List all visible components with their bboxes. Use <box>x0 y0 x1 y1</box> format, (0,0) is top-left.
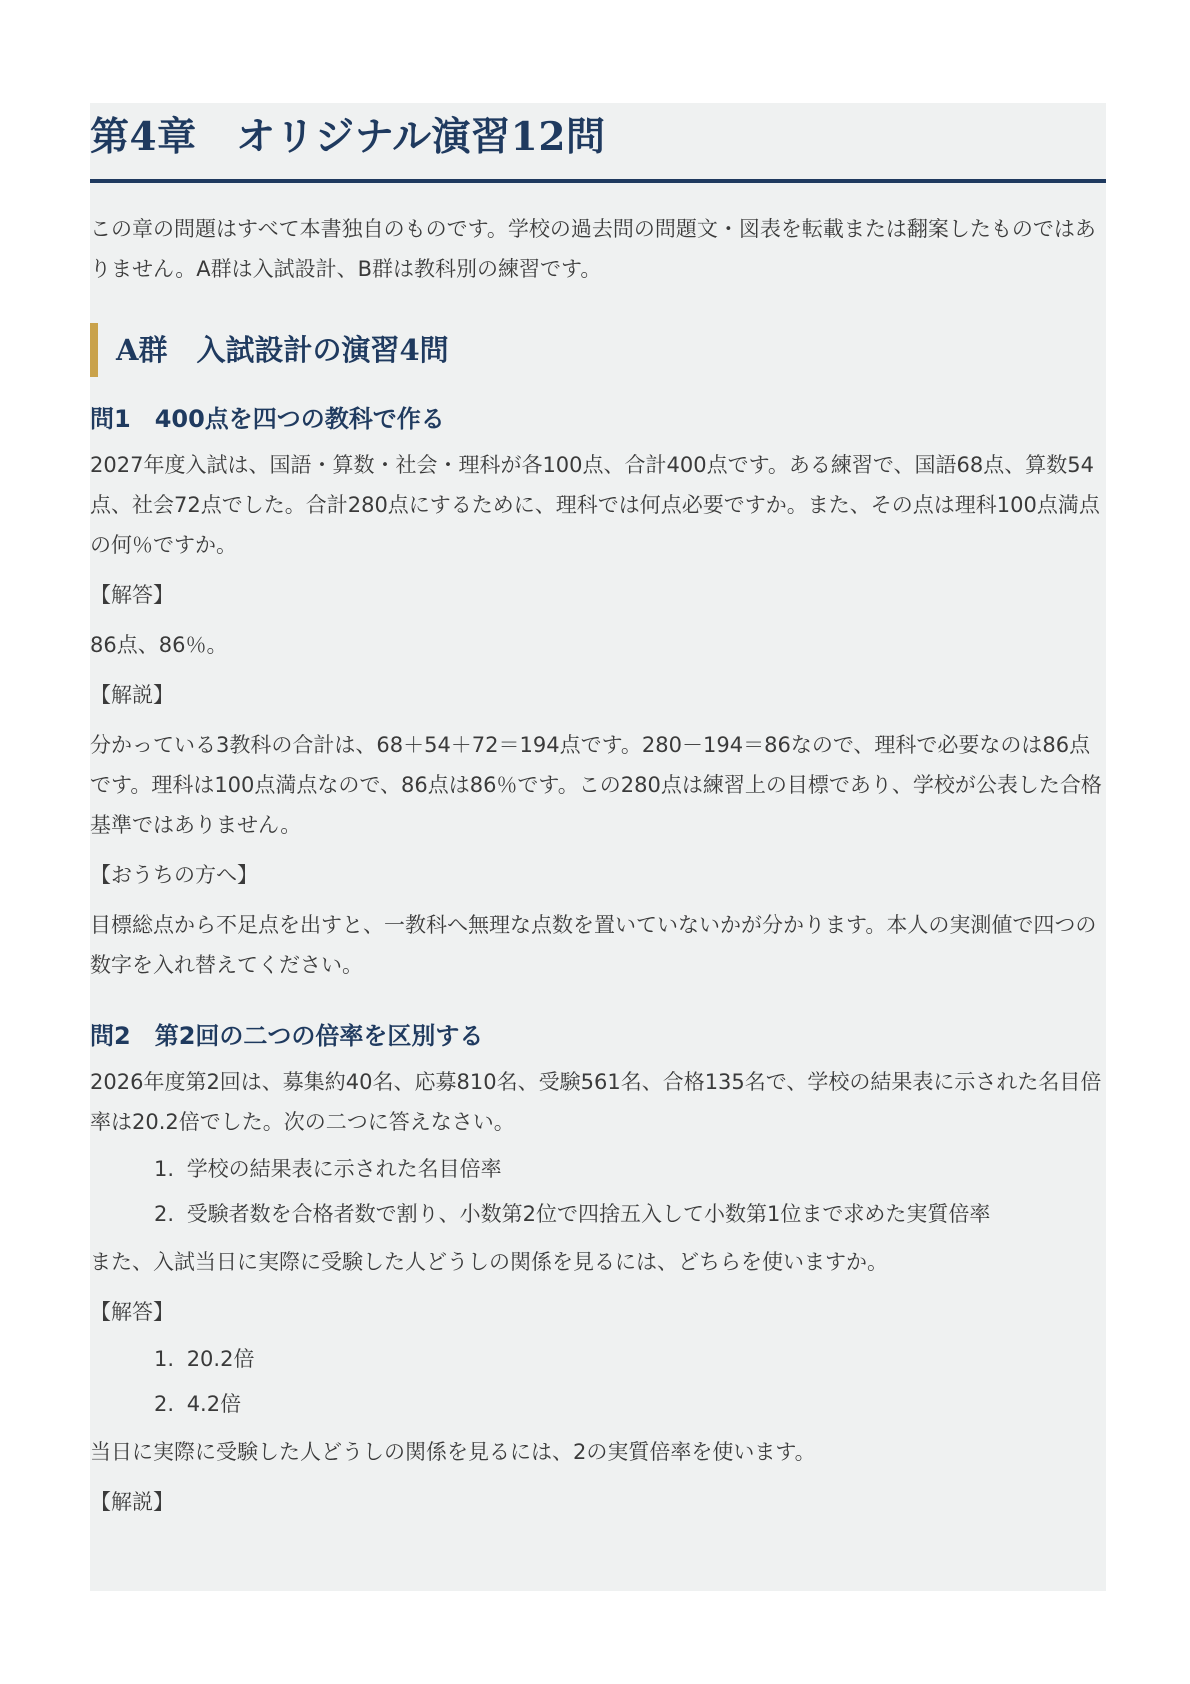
list-item-text: 受験者数を合格者数で割り、小数第2位で四捨五入して小数第1位まで求めた実質倍率 <box>186 1202 991 1226</box>
list-item-number: 2. <box>154 1392 175 1416</box>
list-item-text: 20.2倍 <box>186 1347 255 1371</box>
chapter-intro: この章の問題はすべて本書独自のものです。学校の過去問の問題文・図表を転載または翻案したものではありません。A群は入試設計、B群は教科別の練習です。 <box>90 217 1096 281</box>
list-item-text: 学校の結果表に示された名目倍率 <box>186 1157 502 1181</box>
list-item <box>154 1197 1106 1232</box>
question-2-followup: また、入試当日に実際に受験した人どうしの関係を見るには、どちらを使いますか。 <box>90 1250 888 1274</box>
document-page <box>90 103 1106 1591</box>
question-2-answer-list <box>90 1342 1106 1422</box>
question-1-explanation: 分かっている3教科の合計は、68＋54＋72＝194点です。280－194＝86なので、理科で必要なのは86点です。理科は100点満点なので、86点は86％です。この280点は練習上の目標であり、学校が公表した合格基準ではありません。 <box>90 733 1102 837</box>
question-2-item-list <box>90 1152 1106 1232</box>
question-1-text: 2027年度入試は、国語・算数・社会・理科が各100点、合計400点です。ある練習で、国語68点、算数54点、社会72点でした。合計280点にするために、理科では何点必要ですか。また、その点は理科100点満点の何％ですか。 <box>90 453 1100 557</box>
list-item <box>154 1342 1106 1377</box>
list-item-number: 2. <box>154 1202 175 1226</box>
list-item <box>154 1152 1106 1187</box>
question-1-title: 問1 400点を四つの教科で作る <box>90 405 445 433</box>
list-item <box>154 1387 1106 1422</box>
question-2-answer-note: 当日に実際に受験した人どうしの関係を見るには、2の実質倍率を使います。 <box>90 1440 816 1464</box>
question-1-explanation-label: 【解説】 <box>90 683 174 707</box>
question-1-answer-label: 【解答】 <box>90 583 174 607</box>
list-item-text: 4.2倍 <box>186 1392 242 1416</box>
chapter-title: 第4章 オリジナル演習12問 <box>90 103 1106 183</box>
list-item-number: 1. <box>154 1157 175 1181</box>
question-2-answer-label: 【解答】 <box>90 1300 174 1324</box>
question-1-parents-note: 目標総点から不足点を出すと、一教科へ無理な点数を置いていないかが分かります。本人の実測値で四つの数字を入れ替えてください。 <box>90 913 1097 977</box>
list-item-number: 1. <box>154 1347 175 1371</box>
section-heading-a: A群 入試設計の演習4問 <box>90 323 1106 377</box>
question-1-answer: 86点、86％。 <box>90 633 228 657</box>
question-2-title: 問2 第2回の二つの倍率を区別する <box>90 1022 484 1050</box>
question-2-explanation-label: 【解説】 <box>90 1490 174 1514</box>
question-1-parents-label: 【おうちの方へ】 <box>90 863 258 887</box>
question-2-text: 2026年度第2回は、募集約40名、応募810名、受験561名、合格135名で、学校の結果表に示された名目倍率は20.2倍でした。次の二つに答えなさい。 <box>90 1070 1102 1134</box>
